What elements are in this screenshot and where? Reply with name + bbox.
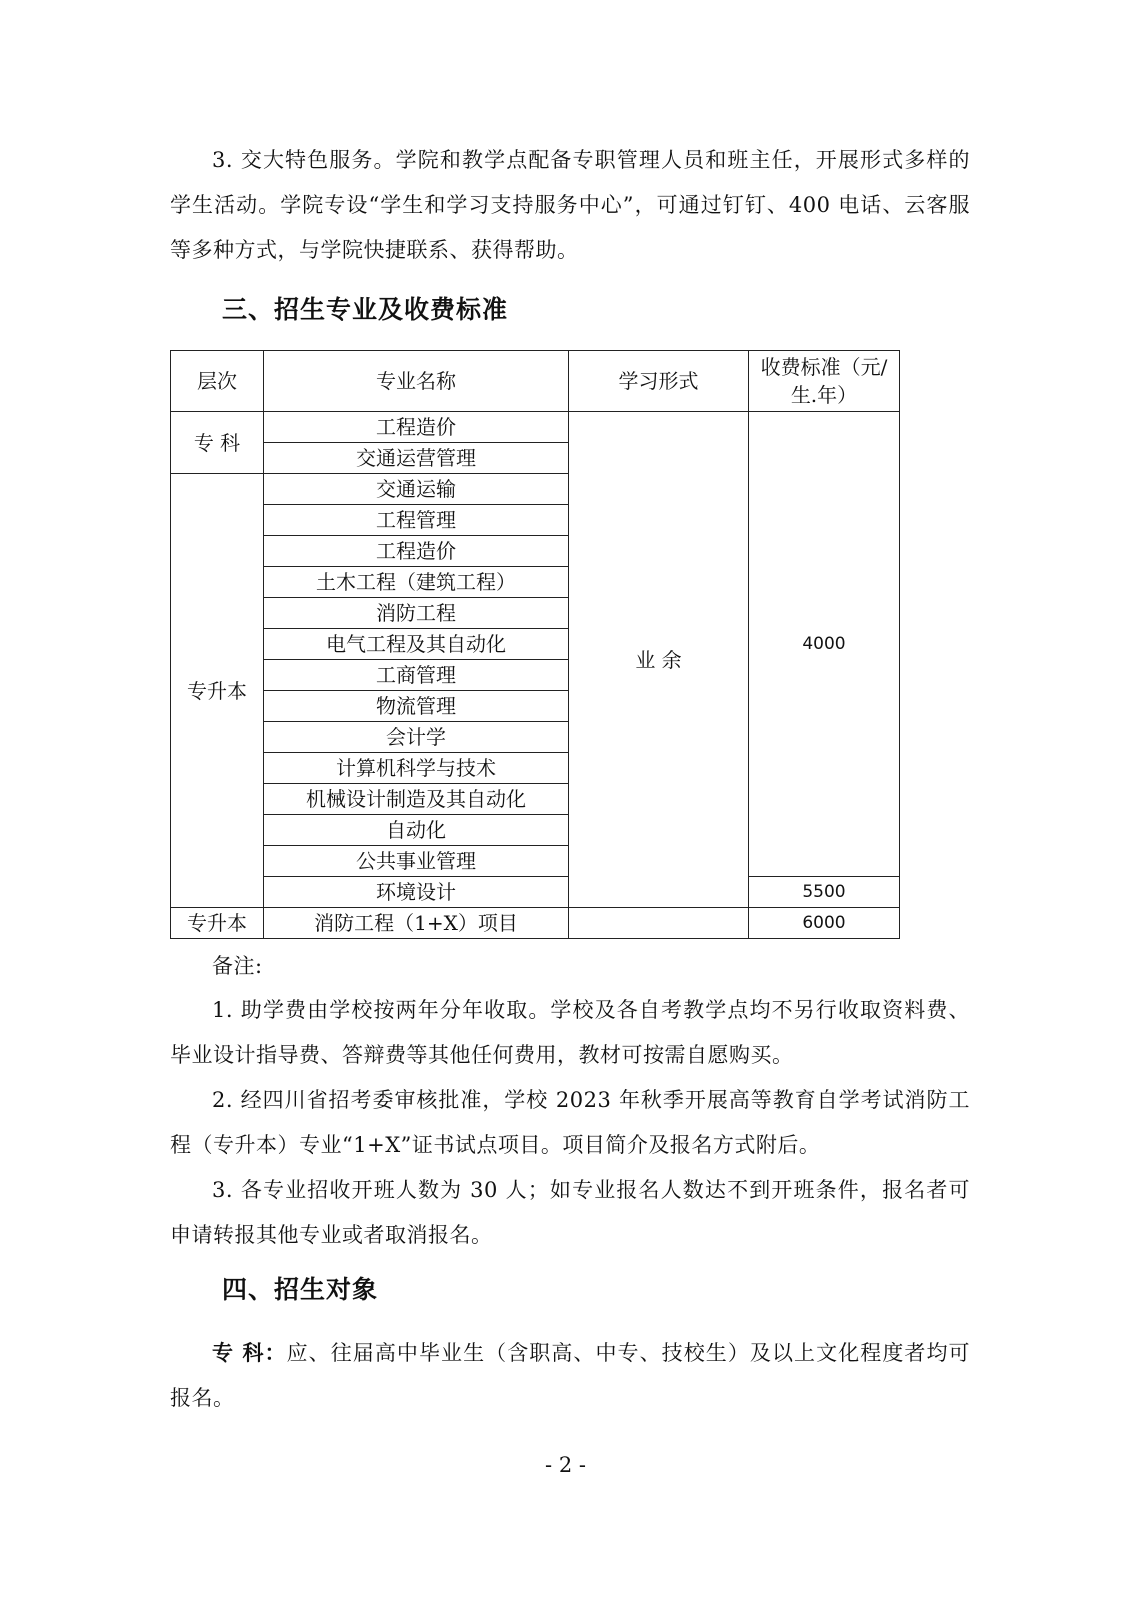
- major-cell: 电气工程及其自动化: [264, 629, 569, 660]
- major-cell: 交通运营管理: [264, 443, 569, 474]
- major-cell: 机械设计制造及其自动化: [264, 784, 569, 815]
- major-cell: 工商管理: [264, 660, 569, 691]
- major-cell: 交通运输: [264, 474, 569, 505]
- level-zhuanke: 专 科: [171, 412, 264, 474]
- target-paragraph: [170, 1330, 970, 1421]
- majors-fee-table: [170, 350, 900, 939]
- major-cell: 工程造价: [264, 536, 569, 567]
- target-label: 专 科：: [212, 1340, 287, 1365]
- major-cell: 工程造价: [264, 412, 569, 443]
- fee-4000-cell: 4000: [749, 412, 900, 877]
- fee-6000-cell: 6000: [749, 908, 900, 939]
- section-heading-targets: 四、招生对象: [222, 1275, 379, 1304]
- major-cell: 消防工程（1+X）项目: [264, 908, 569, 939]
- header-level: 层次: [171, 351, 264, 412]
- service-paragraph: 3. 交大特色服务。学院和教学点配备专职管理人员和班主任，开展形式多样的学生活动。学院专设“学生和学习支持服务中心”，可通过钉钉、400 电话、云客服等多种方式，与学院快捷联系、获得帮助。: [170, 148, 970, 262]
- major-cell: 物流管理: [264, 691, 569, 722]
- header-fee: 收费标准（元/生.年）: [749, 351, 900, 412]
- note-1: 1. 助学费由学校按两年分年收取。学校及各自考教学点均不另行收取资料费、毕业设计指导费、答辩费等其他任何费用，教材可按需自愿购买。: [170, 998, 970, 1067]
- table-row: [171, 412, 900, 443]
- major-cell: 消防工程: [264, 598, 569, 629]
- study-form-cell: 业 余: [569, 412, 749, 908]
- table-row: [171, 877, 900, 908]
- note-3: 3. 各专业招收开班人数为 30 人；如专业报名人数达不到开班条件，报名者可申请转报其他专业或者取消报名。: [170, 1178, 970, 1247]
- table-row: [171, 908, 900, 939]
- header-major: 专业名称: [264, 351, 569, 412]
- note-2: 2. 经四川省招考委审核批准，学校 2023 年秋季开展高等教育自学考试消防工程（专升本）专业“1+X”证书试点项目。项目简介及报名方式附后。: [170, 1088, 970, 1157]
- level-zhuanshengben: 专升本: [171, 474, 264, 908]
- level-project: 专升本: [171, 908, 264, 939]
- page-number: - 2 -: [545, 1453, 586, 1477]
- target-text: 应、往届高中毕业生（含职高、中专、技校生）及以上文化程度者均可报名。: [170, 1341, 971, 1410]
- header-study-form: 学习形式: [569, 351, 749, 412]
- major-cell: 工程管理: [264, 505, 569, 536]
- notes-title: 备注:: [212, 954, 263, 978]
- project-form-cell: [569, 908, 749, 939]
- fee-5500-cell: 5500: [749, 877, 900, 908]
- major-cell: 自动化: [264, 815, 569, 846]
- major-cell: 土木工程（建筑工程）: [264, 567, 569, 598]
- major-cell: 环境设计: [264, 877, 569, 908]
- major-cell: 公共事业管理: [264, 846, 569, 877]
- table-header-row: [171, 351, 900, 412]
- section-heading-majors-fees: 三、招生专业及收费标准: [222, 295, 509, 324]
- major-cell: 会计学: [264, 722, 569, 753]
- major-cell: 计算机科学与技术: [264, 753, 569, 784]
